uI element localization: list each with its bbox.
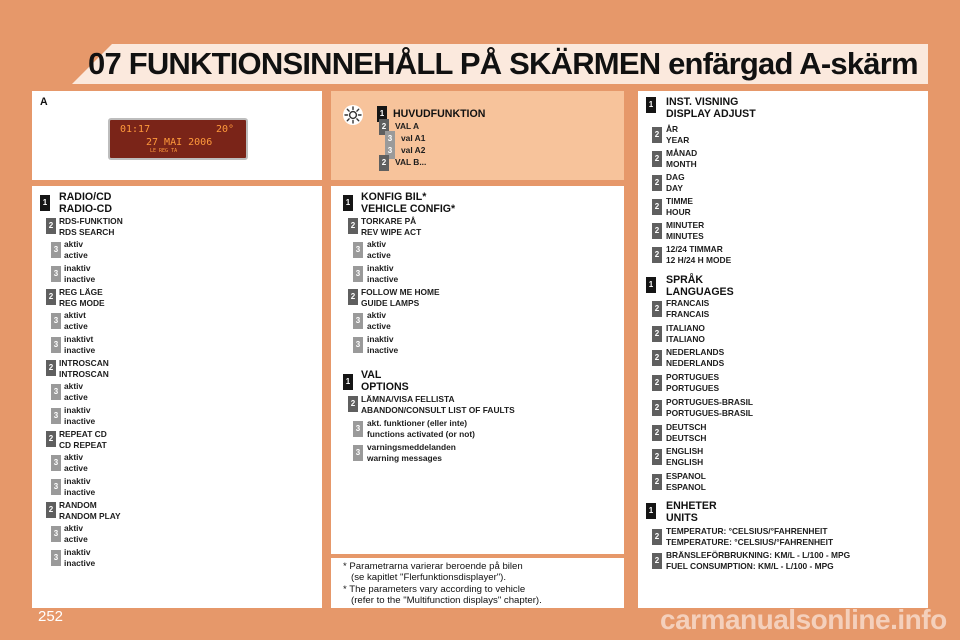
setting-item-en: FRANCAIS [666, 309, 710, 319]
level-3-badge: 3 [353, 445, 363, 461]
options-item-en: ABANDON/CONSULT LIST OF FAULTS [361, 405, 515, 415]
level-2-badge: 2 [652, 449, 662, 465]
level-3-badge: 3 [353, 337, 363, 353]
setting-item: ENGLISH [666, 446, 704, 457]
level-2-badge: 2 [652, 301, 662, 317]
level-2-badge: 2 [46, 360, 56, 376]
page-title: 07 FUNKTIONSINNEHÅLL PÅ SKÄRMEN enfärgad A-skärm [88, 46, 918, 81]
option-value: inaktiv [367, 262, 394, 273]
level-2-badge: 2 [652, 223, 662, 239]
option-value-en: inactive [64, 486, 96, 497]
menu-item: REPEAT CD [59, 429, 107, 439]
setting-item-en: ENGLISH [666, 457, 704, 468]
note-swedish: * Parametrarna varierar beroende på bilen (se kapitlet "Flerfunktionsdisplayer"). [343, 561, 523, 583]
menu-item-en: GUIDE LAMPS [361, 298, 420, 308]
menu-item-en: INTROSCAN [59, 369, 109, 379]
option-value-en: inactive [64, 415, 96, 426]
level-3-badge: 3 [51, 313, 61, 329]
lcd-temp: 20° [216, 124, 235, 135]
setting-item-en: 12 H/24 H MODE [666, 255, 732, 265]
level-2-badge: 2 [46, 289, 56, 305]
option-value: inaktivt [64, 333, 94, 344]
menu-item: TORKARE PÅ [361, 216, 417, 226]
option-value-en: functions activated (or not) [367, 429, 475, 439]
menu-item: FOLLOW ME HOME [361, 287, 440, 297]
setting-item: ÅR [666, 124, 679, 134]
setting-item-en: TEMPERATURE: °CELSIUS/°FAHRENHEIT [666, 537, 834, 547]
option-value-en: warning messages [367, 452, 442, 463]
display-label: A [40, 96, 48, 108]
level-3-badge: 3 [353, 421, 363, 437]
level-2-badge: 2 [348, 289, 358, 305]
setting-item-en: DAY [666, 183, 683, 193]
level-1-badge: 1 [343, 195, 353, 211]
legend-panel [331, 91, 624, 180]
radio-heading: RADIO/CD [59, 191, 112, 203]
option-value-en: active [367, 250, 391, 260]
level-2-badge: 2 [652, 425, 662, 441]
option-value-en: active [64, 392, 88, 402]
lcd-screen [108, 118, 248, 160]
setting-item: FRANCAIS [666, 298, 710, 308]
setting-item: TEMPERATUR: °CELSIUS/°FAHRENHEIT [666, 526, 828, 536]
option-value-en: inactive [64, 273, 96, 284]
lcd-time: 01:17 [120, 124, 151, 135]
menu-item: RANDOM [59, 500, 97, 510]
radio-heading-en: RADIO-CD [59, 203, 112, 215]
options-heading-en: OPTIONS [361, 381, 409, 393]
level-2-badge: 2 [46, 431, 56, 447]
level-3-badge: 3 [51, 408, 61, 424]
setting-item-en: PORTUGUES [666, 383, 720, 394]
level-2-badge: 2 [652, 127, 662, 143]
level-1-badge: 1 [343, 374, 353, 390]
lang-heading: SPRÅK [666, 274, 704, 286]
options-heading: VAL [361, 369, 382, 381]
option-value-en: inactive [64, 557, 96, 568]
legend-item-level-2: VAL A [395, 121, 420, 131]
menu-item: REG LÄGE [59, 287, 103, 297]
setting-item: ITALIANO [666, 322, 705, 333]
menu-item-en: RDS SEARCH [59, 227, 115, 237]
option-value: aktivt [64, 310, 86, 320]
level-2-badge: 2 [348, 396, 358, 412]
setting-item: TIMME [666, 196, 693, 206]
legend-item-level-3: val A2 [401, 145, 426, 155]
level-2-badge: 2 [652, 175, 662, 191]
setting-item-en: PORTUGUES-BRASIL [666, 407, 754, 418]
option-value-en: active [64, 250, 88, 260]
level-1-badge: 1 [646, 97, 656, 113]
level-3-badge: 3 [51, 242, 61, 258]
setting-item-en: MONTH [666, 159, 697, 169]
watermark: carmanualsonline.info [660, 604, 947, 635]
level-2-badge: 2 [652, 326, 662, 342]
option-value: aktiv [64, 523, 84, 533]
inst-heading-en: DISPLAY ADJUST [666, 108, 756, 120]
inst-heading: INST. VISNING [666, 96, 739, 108]
option-value: inaktiv [64, 475, 91, 486]
setting-item: DAG [666, 172, 685, 182]
level-2-badge: 2 [652, 400, 662, 416]
config-heading: KONFIG BIL* [361, 191, 427, 203]
menu-item: RDS-FUNKTION [59, 216, 123, 226]
setting-item-en: NEDERLANDS [666, 358, 725, 369]
setting-item: MÅNAD [666, 148, 698, 158]
level-2-badge: 2 [652, 350, 662, 366]
option-value: aktiv [64, 381, 84, 391]
option-value: inaktiv [64, 546, 91, 557]
level-2-badge: 2 [379, 155, 389, 171]
options-item: LÄMNA/VISA FELLISTA [361, 394, 455, 404]
level-1-badge: 1 [646, 503, 656, 519]
level-2-badge: 2 [379, 119, 389, 135]
units-heading-en: UNITS [666, 512, 698, 524]
note-english: * The parameters vary according to vehicle (refer to the "Multifunction displays" chapter). [343, 584, 542, 606]
option-value: inaktiv [64, 262, 91, 273]
setting-item: DEUTSCH [666, 421, 707, 432]
setting-item: ESPANOL [666, 470, 706, 481]
setting-item: PORTUGUES [666, 372, 720, 383]
level-3-badge: 3 [51, 526, 61, 542]
setting-item: MINUTER [666, 220, 705, 230]
level-2-badge: 2 [652, 375, 662, 391]
level-3-badge: 3 [385, 131, 395, 147]
legend-item-level-3: val A1 [401, 133, 426, 143]
level-3-badge: 3 [51, 337, 61, 353]
option-value: aktiv [64, 452, 84, 462]
option-value-en: inactive [367, 344, 399, 355]
level-1-badge: 1 [40, 195, 50, 211]
menu-item-en: RANDOM PLAY [59, 511, 121, 521]
option-value: inaktiv [64, 404, 91, 415]
menu-item-en: REG MODE [59, 298, 105, 308]
level-3-badge: 3 [385, 143, 395, 159]
option-value: aktiv [64, 239, 84, 249]
option-value-en: active [64, 534, 88, 544]
level-2-badge: 2 [348, 218, 358, 234]
menu-item: INTROSCAN [59, 358, 109, 368]
level-3-badge: 3 [353, 242, 363, 258]
level-1-badge: 1 [377, 106, 387, 122]
level-2-badge: 2 [46, 502, 56, 518]
level-3-badge: 3 [51, 266, 61, 282]
level-2-badge: 2 [652, 474, 662, 490]
lang-heading-en: LANGUAGES [666, 286, 734, 298]
level-3-badge: 3 [353, 313, 363, 329]
level-2-badge: 2 [652, 553, 662, 569]
setting-item-en: DEUTSCH [666, 432, 707, 443]
main-function-heading: HUVUDFUNKTION [393, 108, 486, 120]
page-number: 252 [38, 608, 64, 625]
option-value-en: inactive [367, 273, 399, 284]
lcd-date: 27 MAI 2006 [146, 137, 213, 148]
level-2-badge: 2 [652, 199, 662, 215]
setting-item-en: ESPANOL [666, 481, 706, 492]
setting-item-en: YEAR [666, 135, 690, 145]
level-3-badge: 3 [51, 550, 61, 566]
config-heading-en: VEHICLE CONFIG* [361, 203, 456, 215]
level-3-badge: 3 [353, 266, 363, 282]
level-2-badge: 2 [652, 529, 662, 545]
option-value-en: active [64, 321, 88, 331]
level-2-badge: 2 [46, 218, 56, 234]
option-value-en: active [367, 321, 391, 331]
option-value: aktiv [367, 310, 387, 320]
setting-item-en: FUEL CONSUMPTION: KM/L - L/100 - MPG [666, 561, 834, 571]
level-3-badge: 3 [51, 384, 61, 400]
setting-item: BRÄNSLEFÖRBRUKNING: KM/L - L/100 - MPG [666, 550, 851, 560]
option-value-en: active [64, 463, 88, 473]
units-heading: ENHETER [666, 500, 717, 512]
setting-item: 12/24 TIMMAR [666, 244, 723, 254]
menu-item-en: REV WIPE ACT [361, 227, 422, 237]
setting-item: NEDERLANDS [666, 347, 725, 358]
setting-item-en: HOUR [666, 207, 691, 217]
level-2-badge: 2 [652, 151, 662, 167]
legend-item-level-2: VAL B... [395, 157, 427, 167]
option-value: aktiv [367, 239, 387, 249]
option-value: varningsmeddelanden [367, 441, 456, 452]
lcd-icons: LE REG TA [150, 148, 178, 154]
sun-icon [342, 104, 364, 126]
level-2-badge: 2 [652, 247, 662, 263]
setting-item-en: ITALIANO [666, 333, 705, 344]
option-value: akt. funktioner (eller inte) [367, 418, 468, 428]
setting-item-en: MINUTES [666, 231, 704, 241]
level-3-badge: 3 [51, 455, 61, 471]
setting-item: PORTUGUES-BRASIL [666, 396, 754, 407]
menu-item-en: CD REPEAT [59, 440, 107, 450]
level-3-badge: 3 [51, 479, 61, 495]
level-1-badge: 1 [646, 277, 656, 293]
option-value: inaktiv [367, 333, 394, 344]
option-value-en: inactive [64, 344, 96, 355]
